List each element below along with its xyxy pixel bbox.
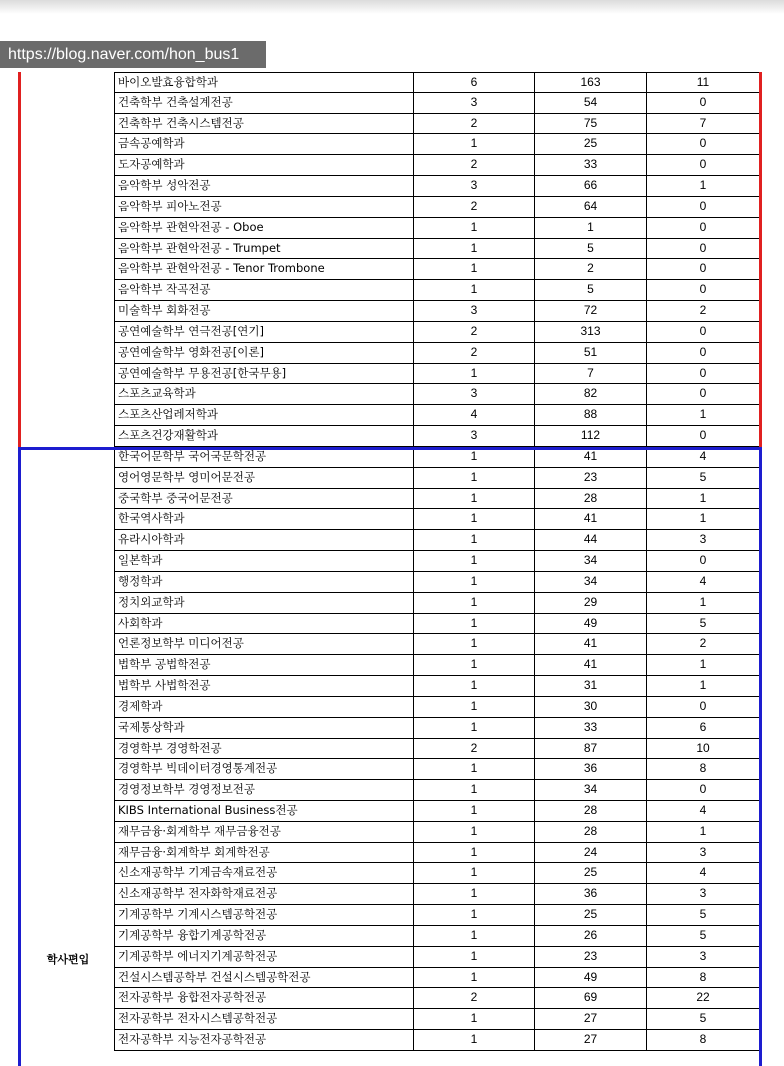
quota-cell: 1 [413, 801, 534, 821]
applicants-cell: 41 [534, 634, 646, 654]
quota-cell: 3 [413, 93, 534, 113]
applicants-cell: 82 [534, 384, 646, 404]
department-name-cell: 바이오발효융합학과 [114, 73, 413, 92]
department-name-cell: 경영학부 빅데이터경영통계전공 [114, 759, 413, 779]
quota-cell: 1 [413, 718, 534, 738]
applicants-cell: 75 [534, 114, 646, 134]
table-row [114, 884, 760, 905]
quota-cell: 1 [413, 822, 534, 842]
table-row [114, 530, 760, 551]
department-name-cell: 기계공학부 융합기계공학전공 [114, 926, 413, 946]
applicants-cell: 87 [534, 739, 646, 759]
table-row [114, 843, 760, 864]
quota-cell: 2 [413, 155, 534, 175]
quota-cell: 1 [413, 863, 534, 883]
department-name-cell: 도자공예학과 [114, 155, 413, 175]
table-row [114, 634, 760, 655]
result-cell: 8 [646, 968, 760, 988]
table-row [114, 176, 760, 197]
result-cell: 5 [646, 905, 760, 925]
table-row [114, 259, 760, 280]
department-name-cell: 언론정보학부 미디어전공 [114, 634, 413, 654]
table-row [114, 72, 760, 93]
top-shadow-bar [0, 0, 784, 14]
table-row [114, 384, 760, 405]
applicants-cell: 33 [534, 718, 646, 738]
applicants-cell: 44 [534, 530, 646, 550]
table-row [114, 239, 760, 260]
applicants-cell: 36 [534, 759, 646, 779]
result-cell: 5 [646, 1009, 760, 1029]
result-cell: 8 [646, 759, 760, 779]
department-name-cell: 신소재공학부 전자화학재료전공 [114, 884, 413, 904]
department-name-cell: 한국어문학부 국어국문학전공 [114, 447, 413, 467]
table-row [114, 405, 760, 426]
applicants-cell: 41 [534, 447, 646, 467]
table-row [114, 655, 760, 676]
table-row [114, 426, 760, 447]
result-cell: 3 [646, 843, 760, 863]
quota-cell: 1 [413, 780, 534, 800]
table-row [114, 489, 760, 510]
department-name-cell: 음악학부 성악전공 [114, 176, 413, 196]
department-name-cell: 공연예술학부 무용전공[한국무용] [114, 364, 413, 384]
applicants-cell: 5 [534, 280, 646, 300]
department-name-cell: 음악학부 관현악전공 - Trumpet [114, 239, 413, 259]
table-row [114, 155, 760, 176]
table-row [114, 322, 760, 343]
department-name-cell: 사회학과 [114, 614, 413, 634]
table-row [114, 447, 760, 468]
quota-cell: 4 [413, 405, 534, 425]
quota-cell: 1 [413, 280, 534, 300]
department-name-cell: 경영정보학부 경영정보전공 [114, 780, 413, 800]
quota-cell: 1 [413, 530, 534, 550]
department-name-cell: 음악학부 작곡전공 [114, 280, 413, 300]
quota-cell: 2 [413, 343, 534, 363]
table-row [114, 572, 760, 593]
result-cell: 0 [646, 239, 760, 259]
department-name-cell: 행정학과 [114, 572, 413, 592]
quota-cell: 1 [413, 697, 534, 717]
applicants-cell: 41 [534, 655, 646, 675]
department-name-cell: 기계공학부 에너지기계공학전공 [114, 947, 413, 967]
applicants-cell: 23 [534, 947, 646, 967]
applicants-cell: 23 [534, 468, 646, 488]
table-row [114, 114, 760, 135]
admission-table [114, 72, 760, 1051]
department-name-cell: 재무금융·회계학부 회계학전공 [114, 843, 413, 863]
result-cell: 0 [646, 259, 760, 279]
result-cell: 0 [646, 551, 760, 571]
blog-url-watermark: https://blog.naver.com/hon_bus1 [0, 41, 266, 68]
department-name-cell: 일본학과 [114, 551, 413, 571]
applicants-cell: 28 [534, 822, 646, 842]
applicants-cell: 28 [534, 489, 646, 509]
department-name-cell: 한국역사학과 [114, 509, 413, 529]
quota-cell: 2 [413, 322, 534, 342]
quota-cell: 2 [413, 739, 534, 759]
quota-cell: 1 [413, 468, 534, 488]
table-row [114, 509, 760, 530]
result-cell: 4 [646, 801, 760, 821]
quota-cell: 1 [413, 364, 534, 384]
department-name-cell: 기계공학부 기계시스템공학전공 [114, 905, 413, 925]
quota-cell: 1 [413, 218, 534, 238]
result-cell: 0 [646, 384, 760, 404]
quota-cell: 1 [413, 1009, 534, 1029]
result-cell: 0 [646, 218, 760, 238]
department-name-cell: 재무금융·회계학부 재무금융전공 [114, 822, 413, 842]
applicants-cell: 313 [534, 322, 646, 342]
result-cell: 0 [646, 134, 760, 154]
applicants-cell: 1 [534, 218, 646, 238]
department-name-cell: 전자공학부 전자시스템공학전공 [114, 1009, 413, 1029]
applicants-cell: 112 [534, 426, 646, 446]
result-cell: 0 [646, 364, 760, 384]
applicants-cell: 33 [534, 155, 646, 175]
result-cell: 1 [646, 655, 760, 675]
table-row [114, 947, 760, 968]
table-row [114, 218, 760, 239]
applicants-cell: 34 [534, 780, 646, 800]
applicants-cell: 163 [534, 73, 646, 92]
quota-cell: 3 [413, 384, 534, 404]
quota-cell: 1 [413, 676, 534, 696]
department-name-cell: 경제학과 [114, 697, 413, 717]
quota-cell: 1 [413, 843, 534, 863]
table-row [114, 780, 760, 801]
result-cell: 4 [646, 863, 760, 883]
quota-cell: 1 [413, 259, 534, 279]
table-row [114, 343, 760, 364]
applicants-cell: 25 [534, 905, 646, 925]
result-cell: 0 [646, 197, 760, 217]
quota-cell: 1 [413, 947, 534, 967]
applicants-cell: 28 [534, 801, 646, 821]
applicants-cell: 54 [534, 93, 646, 113]
quota-cell: 1 [413, 655, 534, 675]
quota-cell: 1 [413, 759, 534, 779]
result-cell: 2 [646, 301, 760, 321]
department-name-cell: 경영학부 경영학전공 [114, 739, 413, 759]
result-cell: 0 [646, 322, 760, 342]
applicants-cell: 51 [534, 343, 646, 363]
department-name-cell: 음악학부 피아노전공 [114, 197, 413, 217]
result-cell: 5 [646, 614, 760, 634]
result-cell: 4 [646, 572, 760, 592]
quota-cell: 1 [413, 134, 534, 154]
applicants-cell: 24 [534, 843, 646, 863]
quota-cell: 2 [413, 988, 534, 1008]
department-name-cell: 중국학부 중국어문전공 [114, 489, 413, 509]
applicants-cell: 36 [534, 884, 646, 904]
table-row [114, 968, 760, 989]
department-name-cell: 스포츠건강재활학과 [114, 426, 413, 446]
quota-cell: 3 [413, 426, 534, 446]
result-cell: 22 [646, 988, 760, 1008]
department-name-cell: 미술학부 회화전공 [114, 301, 413, 321]
table-row [114, 863, 760, 884]
department-name-cell: 유라시아학과 [114, 530, 413, 550]
quota-cell: 1 [413, 572, 534, 592]
group-label: 학사편입 [46, 953, 90, 966]
table-row [114, 718, 760, 739]
applicants-cell: 49 [534, 968, 646, 988]
result-cell: 1 [646, 593, 760, 613]
applicants-cell: 26 [534, 926, 646, 946]
applicants-cell: 25 [534, 134, 646, 154]
department-name-cell: 법학부 공법학전공 [114, 655, 413, 675]
quota-cell: 1 [413, 239, 534, 259]
department-name-cell: 정치외교학과 [114, 593, 413, 613]
table-row [114, 801, 760, 822]
result-cell: 0 [646, 697, 760, 717]
result-cell: 5 [646, 468, 760, 488]
result-cell: 3 [646, 530, 760, 550]
quota-cell: 6 [413, 73, 534, 92]
table-row [114, 468, 760, 489]
applicants-cell: 2 [534, 259, 646, 279]
applicants-cell: 34 [534, 551, 646, 571]
applicants-cell: 27 [534, 1030, 646, 1050]
quota-cell: 1 [413, 905, 534, 925]
table-row [114, 1030, 760, 1051]
result-cell: 0 [646, 93, 760, 113]
department-name-cell: 음악학부 관현악전공 - Tenor Trombone [114, 259, 413, 279]
quota-cell: 1 [413, 593, 534, 613]
table-row [114, 197, 760, 218]
table-row [114, 280, 760, 301]
result-cell: 3 [646, 947, 760, 967]
table-row [114, 739, 760, 760]
quota-cell: 1 [413, 1030, 534, 1050]
applicants-cell: 31 [534, 676, 646, 696]
result-cell: 2 [646, 634, 760, 654]
applicants-cell: 69 [534, 988, 646, 1008]
quota-cell: 1 [413, 551, 534, 571]
applicants-cell: 34 [534, 572, 646, 592]
department-name-cell: 전자공학부 융합전자공학전공 [114, 988, 413, 1008]
applicants-cell: 25 [534, 863, 646, 883]
quota-cell: 1 [413, 614, 534, 634]
table-row [114, 822, 760, 843]
table-row [114, 93, 760, 114]
table-row [114, 364, 760, 385]
department-name-cell: 금속공예학과 [114, 134, 413, 154]
table-row [114, 759, 760, 780]
result-cell: 11 [646, 73, 760, 92]
applicants-cell: 64 [534, 197, 646, 217]
table-row [114, 926, 760, 947]
department-name-cell: 공연예술학부 영화전공[이론] [114, 343, 413, 363]
result-cell: 0 [646, 155, 760, 175]
applicants-cell: 29 [534, 593, 646, 613]
result-cell: 1 [646, 676, 760, 696]
quota-cell: 1 [413, 884, 534, 904]
department-name-cell: 건설시스템공학부 건설시스템공학전공 [114, 968, 413, 988]
department-name-cell: 전자공학부 지능전자공학전공 [114, 1030, 413, 1050]
quota-cell: 1 [413, 489, 534, 509]
department-name-cell: 스포츠산업레저학과 [114, 405, 413, 425]
department-name-cell: 법학부 사법학전공 [114, 676, 413, 696]
table-row [114, 988, 760, 1009]
department-name-cell: 영어영문학부 영미어문전공 [114, 468, 413, 488]
table-row [114, 697, 760, 718]
quota-cell: 1 [413, 926, 534, 946]
department-name-cell: 공연예술학부 연극전공[연기] [114, 322, 413, 342]
result-cell: 1 [646, 489, 760, 509]
applicants-cell: 27 [534, 1009, 646, 1029]
table-row [114, 614, 760, 635]
table-row [114, 676, 760, 697]
table-row [114, 905, 760, 926]
applicants-cell: 7 [534, 364, 646, 384]
quota-cell: 2 [413, 197, 534, 217]
result-cell: 3 [646, 884, 760, 904]
table-row [114, 301, 760, 322]
quota-cell: 1 [413, 509, 534, 529]
department-name-cell: 국제통상학과 [114, 718, 413, 738]
table-row [114, 1009, 760, 1030]
table-row [114, 593, 760, 614]
applicants-cell: 88 [534, 405, 646, 425]
quota-cell: 1 [413, 447, 534, 467]
quota-cell: 3 [413, 301, 534, 321]
result-cell: 1 [646, 176, 760, 196]
result-cell: 5 [646, 926, 760, 946]
result-cell: 6 [646, 718, 760, 738]
department-name-cell: 건축학부 건축설계전공 [114, 93, 413, 113]
result-cell: 0 [646, 780, 760, 800]
department-name-cell: 건축학부 건축시스템전공 [114, 114, 413, 134]
result-cell: 0 [646, 343, 760, 363]
result-cell: 4 [646, 447, 760, 467]
result-cell: 0 [646, 426, 760, 446]
department-name-cell: KIBS International Business전공 [114, 801, 413, 821]
result-cell: 1 [646, 405, 760, 425]
result-cell: 1 [646, 822, 760, 842]
applicants-cell: 30 [534, 697, 646, 717]
result-cell: 1 [646, 509, 760, 529]
applicants-cell: 49 [534, 614, 646, 634]
quota-cell: 3 [413, 176, 534, 196]
department-name-cell: 스포츠교육학과 [114, 384, 413, 404]
applicants-cell: 72 [534, 301, 646, 321]
result-cell: 7 [646, 114, 760, 134]
applicants-cell: 66 [534, 176, 646, 196]
quota-cell: 1 [413, 968, 534, 988]
table-row [114, 134, 760, 155]
applicants-cell: 41 [534, 509, 646, 529]
applicants-cell: 5 [534, 239, 646, 259]
quota-cell: 2 [413, 114, 534, 134]
department-name-cell: 신소재공학부 기계금속재료전공 [114, 863, 413, 883]
result-cell: 8 [646, 1030, 760, 1050]
department-name-cell: 음악학부 관현악전공 - Oboe [114, 218, 413, 238]
quota-cell: 1 [413, 634, 534, 654]
table-row [114, 551, 760, 572]
result-cell: 10 [646, 739, 760, 759]
result-cell: 0 [646, 280, 760, 300]
